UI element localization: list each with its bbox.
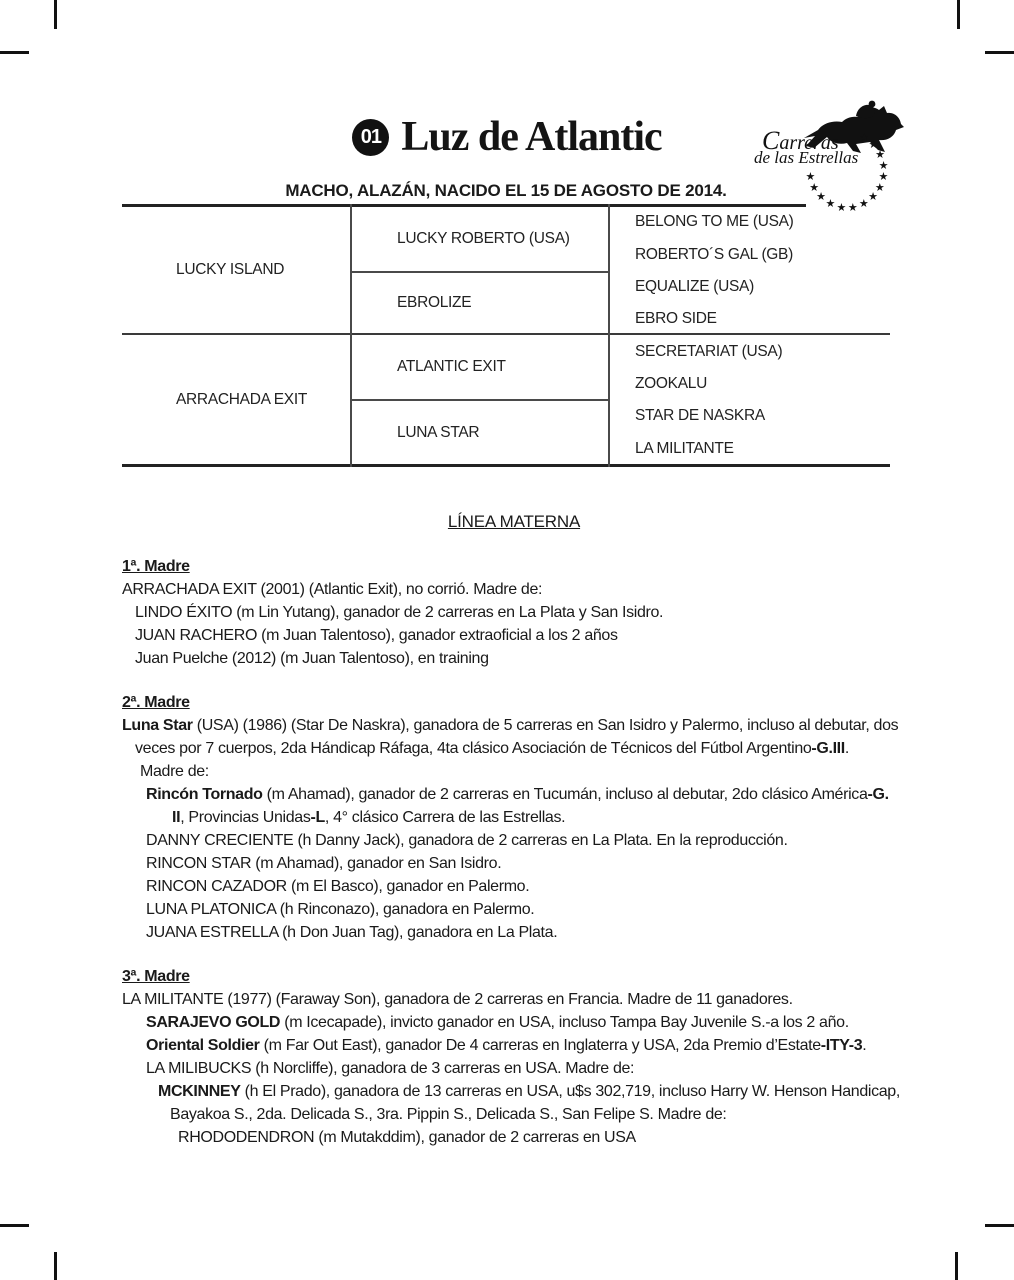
madre-section-title: 2ª. Madre	[122, 694, 190, 711]
logo-star-icon: ★	[878, 171, 889, 184]
crop-mark-bottom-left-h	[0, 1224, 29, 1227]
pedigree-sire-dam-dam: EBRO SIDE	[635, 310, 717, 328]
pedigree-text-line: Luna Star (USA) (1986) (Star De Naskra), ganadora de 5 carreras en San Isidro y Palermo, incluso al debutar, dos	[122, 717, 899, 734]
logo-star-icon: ★	[858, 197, 869, 210]
crop-mark-bottom-right-v	[955, 1252, 958, 1280]
pedigree-text-line: veces por 7 cuerpos, 2da Hándicap Ráfaga, 4ta clásico Asociación de Técnicos del Fútbol Argentino-G.III.	[135, 740, 849, 757]
crop-mark-bottom-right-h	[985, 1224, 1014, 1227]
logo-star-icon: ★	[836, 201, 847, 214]
logo-star-icon: ★	[816, 191, 827, 204]
pedigree-text-line: Rincón Tornado (m Ahamad), ganador de 2 carreras en Tucumán, incluso al debutar, 2do clásico América-G.	[146, 786, 889, 803]
madre-section-title: 3ª. Madre	[122, 968, 190, 985]
pedigree-text-line: Oriental Soldier (m Far Out East), ganador De 4 carreras en Inglaterra y USA, 2da Premio d’Estate-ITY-3.	[146, 1037, 867, 1054]
pedigree-dam-sire: ATLANTIC EXIT	[397, 358, 506, 375]
logo-star-icon: ★	[874, 181, 885, 194]
crop-mark-top-left-h	[0, 51, 29, 54]
pedigree-dam-sire-dam: ZOOKALU	[635, 375, 707, 393]
pedigree-text-line: LUNA PLATONICA (h Rinconazo), ganadora en Palermo.	[146, 901, 535, 918]
pedigree-text-line: LA MILIBUCKS (h Norcliffe), ganadora de 3 carreras en USA. Madre de:	[146, 1060, 635, 1077]
pedigree-sire-sire-sire: BELONG TO ME (USA)	[635, 213, 794, 231]
madre-section	[122, 965, 906, 1149]
logo-star-icon: ★	[805, 171, 816, 184]
maternal-line-heading: LÍNEA MATERNA	[447, 512, 581, 531]
page-title: Luz de Atlantic	[401, 114, 662, 160]
pedigree-sire: LUCKY ISLAND	[176, 261, 285, 278]
pedigree-sire-dam-sire: EQUALIZE (USA)	[635, 277, 754, 295]
madre-section-title: 1ª. Madre	[122, 558, 190, 575]
pedigree-text-line: RHODODENDRON (m Mutakddim), ganador de 2 carreras en USA	[178, 1129, 636, 1146]
crop-mark-top-right-v	[957, 0, 960, 29]
logo-star-icon: ★	[809, 182, 820, 195]
pedigree-text-line: DANNY CRECIENTE (h Danny Jack), ganadora de 2 carreras en La Plata. En la reproducción.	[146, 832, 788, 849]
pedigree-dam-dam-dam: LA MILITANTE	[635, 439, 734, 457]
crop-mark-top-right-h	[985, 51, 1014, 54]
pedigree-text-line: SARAJEVO GOLD (m Icecapade), invicto ganador en USA, incluso Tampa Bay Juvenile S.-a los 2 año.	[146, 1014, 849, 1031]
pedigree-generation3	[608, 206, 890, 465]
logo-star-icon: ★	[868, 191, 878, 204]
logo-star-icon: ★	[825, 198, 836, 211]
pedigree-text-line: RINCON CAZADOR (m El Basco), ganador en Palermo.	[146, 878, 530, 895]
pedigree-text-line: ARRACHADA EXIT (2001) (Atlantic Exit), no corrió. Madre de:	[122, 581, 543, 598]
pedigree-dam: ARRACHADA EXIT	[176, 390, 308, 408]
pedigree-text-line: II, Provincias Unidas-L, 4° clásico Carrera de las Estrellas.	[172, 809, 566, 826]
logo-star-icon: ★	[875, 148, 886, 161]
madre-section	[122, 555, 906, 670]
pedigree-table	[122, 201, 890, 467]
pedigree-text-line: Madre de:	[140, 763, 209, 780]
horse-description: MACHO, ALAZÁN, NACIDO EL 15 DE AGOSTO DE 2014.	[285, 181, 727, 200]
lot-number-badge: 01	[352, 119, 389, 156]
pedigree-text-line: LA MILITANTE (1977) (Faraway Son), ganadora de 2 carreras en Francia. Madre de 11 ganadores.	[122, 991, 793, 1008]
crop-mark-top-left-v	[54, 0, 57, 29]
logo-star-icon: ★	[878, 159, 889, 172]
logo-text-line1: Carreras	[762, 126, 839, 155]
pedigree-text-line: MCKINNEY (h El Prado), ganadora de 13 carreras en USA, u$s 302,719, incluso Harry W. Henson Handicap,	[158, 1083, 900, 1100]
logo-star-icon: ★	[868, 139, 879, 152]
pedigree-sire-sire-dam: ROBERTO´S GAL (GB)	[635, 245, 793, 263]
logo-star-icon: ★	[859, 132, 870, 145]
pedigree-text-line: JUANA ESTRELLA (h Don Juan Tag), ganadora en La Plata.	[146, 924, 558, 941]
pedigree-dam-dam-sire: STAR DE NASKRA	[635, 407, 765, 425]
pedigree-sire-sire: LUCKY ROBERTO (USA)	[397, 230, 570, 247]
pedigree-text-line: Bayakoa S., 2da. Delicada S., 3ra. Pippin S., Delicada S., San Felipe S. Madre de:	[170, 1106, 727, 1123]
pedigree-text-line: LINDO ÉXITO (m Lin Yutang), ganador de 2 carreras en La Plata y San Isidro.	[135, 604, 664, 621]
madre-section	[122, 691, 906, 944]
pedigree-text-line: Juan Puelche (2012) (m Juan Talentoso), en training	[135, 650, 489, 667]
pedigree-dam-dam: LUNA STAR	[397, 423, 480, 441]
logo-text-line2: de las Estrellas	[754, 148, 859, 167]
pedigree-text-line: RINCON STAR (m Ahamad), ganador en San Isidro.	[146, 855, 502, 872]
pedigree-text-line: JUAN RACHERO (m Juan Talentoso), ganador extraoficial a los 2 años	[135, 627, 618, 644]
logo-star-icon: ★	[847, 201, 858, 214]
maternal-line	[122, 512, 906, 1149]
crop-mark-bottom-left-v	[54, 1252, 57, 1280]
pedigree-dam-sire-sire: SECRETARIAT (USA)	[635, 342, 783, 360]
pedigree-sire-dam: EBROLIZE	[397, 294, 472, 311]
